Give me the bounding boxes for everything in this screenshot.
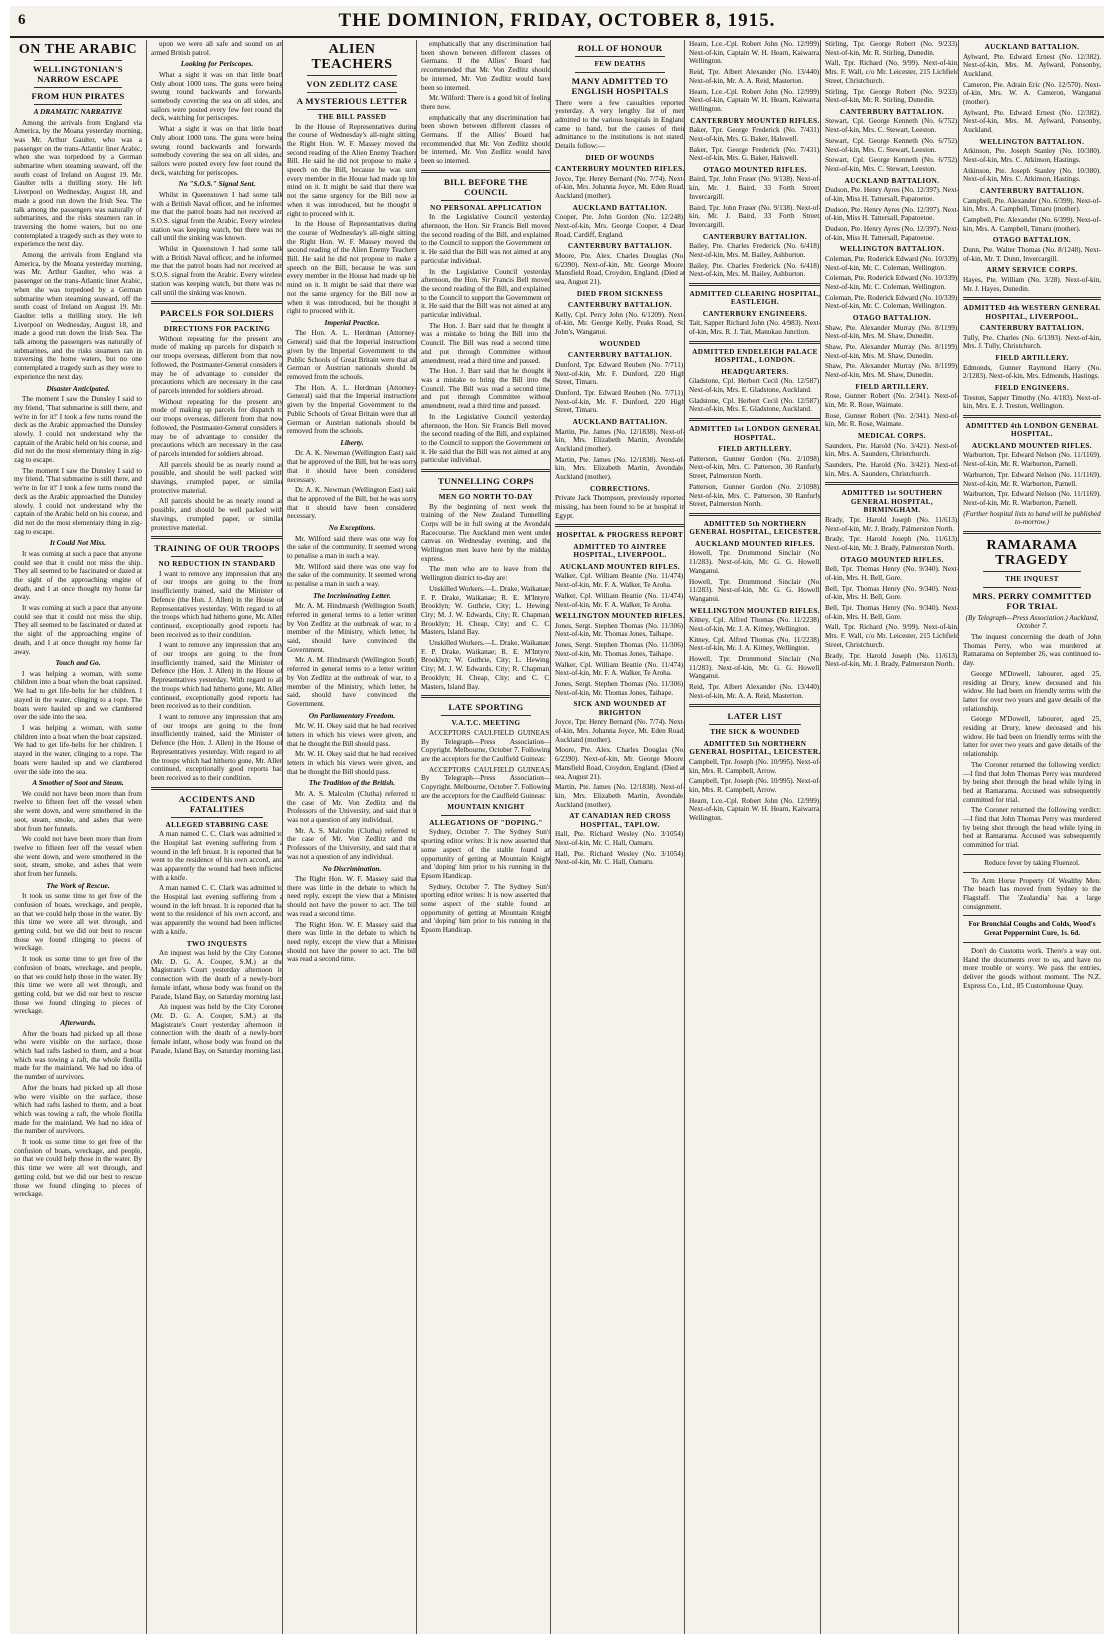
- unit-heading: AUCKLAND BATTALION.: [984, 43, 1080, 51]
- article-paragraph: It took us some time to get free of the confusion of boats, wreckage, and people, so that we could help those in the water. By this time we were all wet through, and getting cold, but we did our best to rescue those we found clinging to pieces of wreckage.: [14, 1138, 142, 1199]
- article-paragraph: Mr. A. M. Hindmarsh (Wellington South) referred in general terms to a letter written by Von Zedlitz at the outbreak of war, to a member of the Ministry, which letter, he said, should have convinced the Government.: [287, 602, 417, 654]
- columns: [10, 40, 1104, 1634]
- casualty-entry: Campbell, Tpr. Joseph (No. 10/995). Next-of-kin, Mrs. R. Campbell, Arrow.: [689, 757, 821, 775]
- casualty-entry: Walker, Cpl. William Beattie (No. 11/474). Next-of-kin, Mr. F. A. Walker, Te Aroha.: [555, 572, 685, 590]
- casualty-entry: Dudson, Pte. Henry Ayres (No. 12/397). Next-of-kin, Miss H. Tattersall, Papatoetoe.: [825, 205, 959, 223]
- casualty-entry: Dudson, Pte. Henry Ayres (No. 12/397). Next-of-kin, Miss H. Tattersall, Papatoetoe.: [825, 186, 959, 203]
- casualty-entry: Baird, Tpr. John Fraser (No. 9/138). Next-of-kin, Mr. J. Baird, 33 Forth Street, Invercargill.: [689, 175, 821, 201]
- article-paragraph: George M'Dowell, labourer, aged 25, residing at Drury, knew deceased and his widow. He had been on friendly terms with the latter for over two years and gave details of the relationship.: [963, 669, 1101, 713]
- headline-bill-council: BILL BEFORE THE COUNCIL: [443, 176, 529, 197]
- unit-heading: FIELD ARTILLERY.: [855, 382, 929, 391]
- article-paragraph: In the Legislative Council yesterday afternoon, the Hon. Sir Francis Bell moved the second reading of the Bill, and explained to the Council to support the Government on it. He said that the Bill was not aimed at any particular individual.: [421, 213, 551, 265]
- casualty-entry: Gladstone, Cpl. Herbert Cecil (No. 12/587). Next-of-kin, Mrs. E. Gladstone, Auckland.: [689, 396, 821, 414]
- casualty-entry: Kitney, Cpl. Alfred Thomas (No. 11/2238). Next-of-kin, Mr. J. A. Kitney, Wellington.: [689, 616, 821, 633]
- article-paragraph: Mr. A. S. Malcolm (Clutha) referred to the case of Mr. Von Zedlitz and the Professors of the University, and said that it was not a question of any individual.: [287, 789, 417, 825]
- casualty-entry: Tait, Sapper Richard John (No. 4/983). Next-of-kin, Mrs. R. J. Tait, Manukau Junction.: [689, 319, 821, 337]
- crosshead: No "S.O.S." Signal Sent.: [178, 179, 256, 189]
- unit-heading: CANTERBURY BATTALION.: [567, 351, 673, 360]
- article-paragraph: The Hon. A. L. Herdman (Attorney-General) said that the Imperial instructions given by the Imperial Government to the Public Schools of Great Britain were that all German or Austrian nationals should be removed from the schools.: [287, 383, 417, 436]
- subhead-inquest: THE INQUEST: [1005, 575, 1059, 584]
- casualty-entry: Howell, Tpr. Drummond Sinclair (No. 11/283). Next-of-kin, Mr. G. G. Howell, Wanganui.: [689, 577, 821, 603]
- article-paragraph: George M'Dowell, labourer, aged 25, residing at Drury, knew deceased and his widow. He had been on friendly terms with the latter for over two years and gave details of the relationship.: [963, 715, 1101, 759]
- article-paragraph: Mr. Wilford said there was one way for the sake of the community. It seemed wrong to penalise a man in such a way.: [287, 534, 417, 560]
- casualty-entry: Gladstone, Cpl. Herbert Cecil (No. 12/587). Next-of-kin, Mrs. E. Gladstone, Auckland.: [689, 377, 821, 395]
- unit-heading: FIELD ENGINEERS.: [994, 384, 1070, 393]
- article-paragraph: Mr. A. S. Malcolm (Clutha) referred to the case of Mr. Von Zedlitz and the Professors of the University, and said that it was not a question of any individual.: [287, 826, 417, 861]
- casualty-entry: Howell, Tpr. Drummond Sinclair (No. 11/283). Next-of-kin, Mr. G. G. Howell, Wanganui.: [689, 654, 821, 681]
- casualty-entry: Kitney, Cpl. Alfred Thomas (No. 11/2238). Next-of-kin, Mr. J. A. Kitney, Wellington.: [689, 635, 821, 653]
- unit-heading: AUCKLAND BATTALION.: [572, 203, 668, 212]
- article-paragraph: Among the arrivals from England via America, by the Moana yesterday morning, was Mr. Arthur Gaulter, who was a passenger on the trans-Atlantic liner Arabic, when she was torpedoed by a German submarine when steaming seaward, off the south coast of Ireland on August 19. Mr. Gaulter tells a thrilling story. He left Liverpool on Wednesday, August 18, and made a good run down the Irish Sea. The talk among the passengers was naturally of submarines, and the risks steamers ran in traversing the home waters, but no one contemplated a tragedy such as they were to experience the next day.: [14, 251, 142, 381]
- crosshead: On Parliamentary Freedom.: [308, 710, 396, 720]
- casualty-entry: Saunders, Pte. Harold (No. 3/421). Next-of-kin, Mrs. A. Saunders, Christchurch.: [825, 461, 959, 478]
- unit-heading: CANTERBURY BATTALION.: [702, 232, 808, 241]
- crosshead: The Work of Rescue.: [46, 880, 110, 890]
- article-paragraph: emphatically that any discrimination had been shown between different classes of Germans. If the Allies' Board had recommended that Mr. Von Zedlitz should be interned, Mr. Von Zedlitz would have been so interned.: [421, 40, 551, 92]
- casualty-entry: Bell, Tpr. Thomas Henry (No. 9/340). Next-of-kin, Mrs. H. Bell, Gore.: [825, 604, 959, 621]
- casualty-entry: Reid, Tpr. Albert Alexander (No. 13/440). Next-of-kin, Mr. A. A. Reid, Masterton.: [689, 68, 821, 85]
- column-3: [282, 40, 417, 1634]
- article-paragraph: An inquest was held by the City Coroner (Mr. D. G. A. Cooper, S.M.) at the Magistrate's Court yesterday afternoon in connection with the death of a newly-born female infant, whose body was found on the Parade, Island Bay, on Saturday morning last.: [151, 949, 283, 1001]
- subhead-men-north: MEN GO NORTH TO-DAY: [438, 493, 534, 502]
- article-paragraph: I was helping a woman, with some children into a boat when the boat capsized. We had to get life-belts for her children. I stayed in the water, clinging to a rope. The boats were hauled up and we clambered over the side into the sea.: [14, 724, 142, 776]
- masthead: [10, 6, 1104, 38]
- casualty-entry: Campbell, Pte. Alexander (No. 6/399). Next-of-kin, Mrs. A. Campbell, Timaru (mother).: [963, 196, 1101, 214]
- article-paragraph: Among the arrivals from England via America, by the Moana yesterday morning, was Mr. Arthur Gaulter, who was a passenger on the trans-Atlantic liner Arabic, when she was torpedoed by a German submarine when steaming seaward, off the south coast of Ireland on August 19. Mr. Gaulter tells a thrilling story. He left Liverpool on Wednesday, August 18, and made a good run down the Irish Sea. The talk among the passengers was naturally of submarines, and the risks steamers ran in traversing the home waters, but no one contemplated a tragedy such as they were to experience the next day.: [14, 118, 142, 249]
- article-paragraph: All parcels should be as nearly round as possible, and should be well packed with shavings, crumpled paper, or similar protective material.: [151, 497, 283, 532]
- article-paragraph: Sydney, October 7. The Sydney Sun's sporting editor writes: It is now asserted that some aspect of the stable found an opportunity of getting at Mountain Knight and 'doping' him prior to his running in the Epsom Handicap.: [421, 882, 551, 935]
- subhead-stabbing: ALLEGED STABBING CASE: [165, 820, 269, 829]
- casualty-entry: Aylward, Pte. Edward Ernest (No. 12/382). Next-of-kin, Mrs. M. Aylward, Ponsonby, Auckland.: [963, 108, 1101, 135]
- article-paragraph: The Coroner returned the following verdict:—I find that John Thomas Perry was murdered by being shot through the head while lying in bed at Ramarama. Accused was subsequently committed for trial.: [963, 760, 1101, 804]
- casualty-entry: Bailey, Pte. Charles Frederick (No. 6/418). Next-of-kin, Mrs. M. Bailey, Ashburton.: [689, 242, 821, 259]
- casualty-entry: Dunford, Tpr. Edward Reuben (No. 7/711). Next-of-kin, Mr. F. Dunford, 220 High Street, Timaru.: [555, 388, 685, 415]
- dateline: (By Telegraph—Press Association.) Auckland, October 7.: [965, 613, 1099, 631]
- headline-training: TRAINING OF OUR TROOPS: [154, 543, 280, 554]
- unit-heading: WELLINGTON MOUNTED RIFLES.: [690, 606, 820, 615]
- casualty-entry: Dudson, Pte. Henry Ayres (No. 12/397). Next-of-kin, Miss H. Tattersall, Papatoetoe.: [825, 224, 959, 242]
- article-paragraph: The men who are to leave from the Wellington district to-day are:: [421, 565, 551, 583]
- article-paragraph: The Hon. J. Barr said that he thought it was a mistake to bring the Bill into the Council. The Bill was read a second time, and put through Committee without amendment, read a third time and passed.: [421, 321, 551, 365]
- hospital-heading: ADMITTED TO AINTREE HOSPITAL, LIVERPOOL.: [573, 542, 667, 560]
- casualty-entry: Warburton, Tpr. Edward Nelson (No. 11/1169). Next-of-kin, Mr. R. Warburton, Parnell.: [963, 470, 1101, 488]
- subhead-mountain-knight: MOUNTAIN KNIGHT: [447, 803, 525, 812]
- subhead-standard: NO REDUCTION IN STANDARD: [158, 560, 276, 569]
- crosshead: Afterwards.: [60, 1018, 96, 1028]
- column-5: [550, 40, 685, 1634]
- unit-heading: OTAGO BATTALION.: [992, 236, 1072, 245]
- casualty-entry: Jones, Sergt. Stephen Thomas (No. 11/306). Next-of-kin, Mr. Thomas Jones, Taihape.: [555, 621, 685, 639]
- article-paragraph: The Right Hon. W. F. Massey said that there was little in the debate to which he need reply, except the view that a Minister should not have the power to act. The bill was read a second time.: [287, 920, 417, 964]
- article-paragraph: The Right Hon. W. F. Massey said that there was little in the debate to which he need reply, except the view that a Minister should not have the power to act. The bill was read a second time.: [287, 875, 417, 918]
- article-paragraph: The moment I saw the Dunsley I said to my friend, 'That submarine is still there, and we're in for it!' I took a few turns round the deck as the Arabic approached the Dunsley slowly. I could not understand why the captain of the Arabic held on his course, and did not do the most elementary thing in zig-zag to escape.: [14, 466, 142, 536]
- casualty-entry: Atkinson, Pte. Joseph Stanley (No. 10/380). Next-of-kin, Mrs. C. Atkinson, Hastings.: [963, 147, 1101, 165]
- article-paragraph: Dr. A. K. Newman (Wellington East) said that he approved of the Bill, but he was sorry that it should have been considered necessary.: [287, 449, 417, 484]
- crosshead: Looking for Periscopes.: [180, 59, 254, 69]
- article-paragraph: The Coroner returned the following verdict:—I find that John Thomas Perry was murdered by being shot through the head while lying in bed at Ramarama. Accused was subsequently committed for trial.: [963, 806, 1101, 850]
- casualty-entry: Jones, Sergt. Stephen Thomas (No. 11/306). Next-of-kin, Mr. Thomas Jones, Taihape.: [555, 679, 685, 697]
- article-paragraph: The Hon. A. L. Herdman (Attorney-General) said that the Imperial instructions given by the Imperial Government to the Public Schools of Great Britain were that all German or Austrian nationals should be removed from the schools.: [287, 329, 417, 381]
- casualty-entry: Hearn, Lce.-Cpl. Robert John (No. 12/999). Next-of-kin, Captain W. H. Hearn, Kaiwarra, Wellington.: [689, 796, 821, 823]
- unit-heading: CANTERBURY ENGINEERS.: [702, 309, 808, 318]
- unit-heading: WELLINGTON BATTALION.: [839, 245, 945, 254]
- casualty-entry: Patterson, Gunner Gordon (No. 2/1098). Next-of-kin, Mrs. C. Patterson, 30 Ranfurly Street, Palmerston North.: [689, 454, 821, 481]
- subhead-bill-passed: THE BILL PASSED: [317, 113, 387, 121]
- headline-tunnelling: TUNNELLING CORPS: [438, 476, 534, 487]
- casualty-entry: Atkinson, Pte. Joseph Stanley (No. 10/380). Next-of-kin, Mrs. C. Atkinson, Hastings.: [963, 166, 1101, 184]
- casualty-entry: Aylward, Pte. Edward Ernest (No. 12/382). Next-of-kin, Mrs. M. Aylward, Ponsonby, Auckland.: [963, 52, 1101, 78]
- article-paragraph: Sydney, October 7. The Sydney Sun's sporting editor writes: It is now asserted that some aspect of the stable found an opportunity of getting at Mountain Knight and 'doping' him prior to his running in the Epsom Handicap.: [421, 828, 551, 880]
- subhead-committed: MRS. PERRY COMMITTED FOR TRIAL: [972, 590, 1092, 611]
- casualty-entry: Moore, Pte. Alex. Charles Douglas (No. 6/2390). Next-of-kin, Mr. George Moore, Mansfield Road, Croydon, England. (Died at sea, August 21).: [555, 251, 685, 287]
- article-paragraph: I want to remove any impression that any of our troops are going to the front insufficiently trained, said the Minister of Defence (the Hon. J. Allen) in the House of Representatives yesterday. With regard to all the troops which had hitherto gone, Mr. Allen continued, exceptionally good reports had been received as to their condition.: [151, 641, 283, 711]
- note: (Further hospital lists to hand will be published to-morrow.): [963, 509, 1101, 527]
- article-paragraph: It was coming at such a pace that anyone could see that it could not miss the ship. They all seemed to be fascinated or dazed at the sight of the approaching engine of death, and I at once thought my home far away.: [14, 549, 142, 602]
- casualty-entry: Bell, Tpr. Thomas Henry (No. 9/340). Next-of-kin, Mrs. H. Bell, Gore.: [825, 565, 959, 582]
- unit-heading: FIELD ARTILLERY.: [995, 354, 1069, 363]
- casualty-entry: Martin, Pte. James (No. 12/1838). Next-of-kin, Mrs. Elizabeth Martin, Avondale, Auckland (mother).: [555, 427, 685, 453]
- article-paragraph: All parcels should be as nearly round as possible, and should be well packed with shavings, crumpled paper, or similar protective material.: [151, 460, 283, 495]
- unit-heading: CANTERBURY BATTALION.: [567, 242, 673, 251]
- article-paragraph: After the boats had picked up all those who were visible on the surface, those which had rafts lashed to them, and a boat which was towing a raft, the whole flotilla made for the mainland. We had no idea of the number of survivors.: [14, 1083, 142, 1136]
- hospital-heading: ADMITTED 1st SOUTHERN GENERAL HOSPITAL, BIRMINGHAM.: [841, 489, 943, 515]
- casualty-entry: Brady, Tpr. Harold Joseph (No. 11/613). Next-of-kin, Mr. J. Brady, Palmerston North.: [825, 535, 959, 553]
- section-died-of-wounds: DIED OF WOUNDS: [585, 153, 655, 162]
- subhead-hun-pirates: FROM HUN PIRATES: [31, 91, 125, 101]
- column-6: [684, 40, 821, 1634]
- casualty-entry: Campbell, Pte. Alexander (No. 6/399). Next-of-kin, Mrs. A. Campbell, Timaru (mother).: [963, 216, 1101, 233]
- unit-heading: OTAGO BATTALION.: [852, 314, 932, 323]
- subhead-von-zedlitz: VON ZEDLITZ CASE: [306, 79, 398, 89]
- headline-parcels: PARCELS FOR SOLDIERS: [160, 308, 274, 319]
- casualty-entry: Hayes, Pte. William (No. 3/28). Next-of-kin, Mr. J. Hayes, Dunedin.: [963, 275, 1101, 293]
- casualty-entry: Wall, Tpr. Richard (No. 9/99). Next-of-kin, Mrs. F. Wall, c/o Mr. Leicester, 215 Lichfield Street, Christchurch.: [825, 59, 959, 85]
- column-2: [146, 40, 283, 1634]
- unit-heading: FIELD ARTILLERY.: [718, 445, 792, 454]
- section-corrections: CORRECTIONS.: [589, 484, 651, 493]
- hospital-heading: ADMITTED 5th NORTHERN GENERAL HOSPITAL, LEICESTER.: [689, 519, 821, 537]
- unit-heading: WELLINGTON MOUNTED RIFLES.: [555, 612, 685, 621]
- casualty-entry: Joyce, Tpr. Henry Bernard (No. 7/74). Next-of-kin, Mrs. Johanna Joyce, Mt. Eden Road, Auckland (mother).: [555, 174, 685, 201]
- casualty-entry: Hall, Pte. Richard Wesley (No. 3/1054). Next-of-kin, Mr. C. Hall, Oamaru.: [555, 830, 685, 848]
- casualty-entry: Bell, Tpr. Thomas Henry (No. 9/340). Next-of-kin, Mrs. H. Bell, Gore.: [825, 584, 959, 602]
- headline-accidents: ACCIDENTS AND FATALITIES: [178, 793, 256, 814]
- article-paragraph: Mr. A. M. Hindmarsh (Wellington South) referred in general terms to a letter written by Von Zedlitz at the outbreak of war, to a member of the Ministry, which letter, he said, should have convinced the Government.: [287, 656, 417, 708]
- casualty-entry: Walker, Cpl. William Beattie (No. 11/474). Next-of-kin, Mr. F. A. Walker, Te Aroha.: [555, 660, 685, 678]
- unit-heading: AUCKLAND MOUNTED RIFLES.: [559, 562, 681, 571]
- section-died-sickness: DIED FROM SICKNESS: [576, 289, 664, 298]
- advert: To Arm Horse Property Of Wealthy Men: The beach has moved from Sydney to the Flagstaff. The 'Zealandia' has a large consignment.: [963, 876, 1101, 911]
- newspaper-title: THE DOMINION, FRIDAY, OCTOBER 8, 1915.: [338, 10, 776, 31]
- casualty-entry: Saunders, Pte. Harold (No. 3/421). Next-of-kin, Mrs. A. Saunders, Christchurch.: [825, 441, 959, 459]
- headline-later-list: LATER LIST: [727, 711, 783, 722]
- unit-heading: ARMY SERVICE CORPS.: [986, 266, 1078, 275]
- hospital-heading: ADMITTED 1st LONDON GENERAL HOSPITAL.: [689, 425, 821, 442]
- section-hospital-report: HOSPITAL & PROGRESS REPORT: [556, 531, 684, 540]
- subhead-packing: DIRECTIONS FOR PACKING: [163, 325, 271, 334]
- crosshead: Touch and Go.: [55, 658, 101, 668]
- advert: Reduce fever by taking Fluenzol.: [984, 858, 1080, 867]
- article-paragraph: Whilst in Queenstown I had some talk with a British Naval officer, and he informed me that the patrol boats had not received an S.O.S. signal from the Arabic. Every wireless station was keeping watch, but there was no call until the sinking was known.: [151, 190, 283, 243]
- casualty-entry: Dunford, Tpr. Edward Reuben (No. 7/711). Next-of-kin, Mr. F. Dunford, 220 High Street, Timaru.: [555, 360, 685, 387]
- unit-heading: OTAGO MOUNTED RIFLES.: [840, 555, 944, 564]
- unit-heading: CANTERBURY BATTALION.: [567, 301, 673, 310]
- section-wounded: WOUNDED: [599, 339, 641, 348]
- casualty-entry: Tully, Pte. Charles (No. 6/1393). Next-of-kin, Mrs. J. Tully, Christchurch.: [963, 333, 1101, 351]
- article-paragraph: Mr. W. H. Okey said that he had received letters in which his views were given, and that he thought the Bill should pass.: [287, 722, 417, 748]
- casualty-entry: Private Jack Thompson, previously reported missing, has been found to be at hospital in Egypt.: [555, 494, 685, 520]
- article-paragraph: What a sight it was on that little boat! Only about 1000 tons. The guns were being swung round backwards and forwards, somebody covering the sea on all sides, and sailors were posted every few feet round the deck, watching for periscopes.: [151, 125, 283, 177]
- article-paragraph: By the beginning of next week the training of the New Zealand Tunnelling Corps will be in full swing at the Avondale Racecourse. The Auckland men went under canvas on Wednesday evening, and the Wellington men leave here by the midday express.: [421, 502, 551, 563]
- article-paragraph: upon we were all safe and sound on an armed British patrol.: [151, 40, 283, 57]
- casualty-entry: Coleman, Pte. Roderick Edward (No. 10/339). Next-of-kin, Mr. C. Coleman, Wellington.: [825, 293, 959, 311]
- casualty-entry: Cooper, Pte. John Gordon (No. 12/248). Next-of-kin, Mrs. George Cooper, 4 Dean Road, Cardiff, England.: [555, 213, 685, 239]
- subhead-inquests: TWO INQUESTS: [186, 939, 248, 948]
- crosshead: The Tradition of the British.: [308, 778, 396, 788]
- casualty-entry: Kelly, Cpl. Percy John (No. 6/1209). Next-of-kin, Mr. George Kelly, Peaks Road, St. John's, Wanganui.: [555, 310, 685, 337]
- article-paragraph: We could not have been more than from twelve to fifteen feet off the vessel when she went down, and were smothered in the soot, steam, smoke, and ashes that were shot from her funnels.: [14, 789, 142, 833]
- casualty-entry: Stirling, Tpr. George Robert (No. 9/233). Next-of-kin, Mr. R. Stirling, Dunedin.: [825, 40, 959, 57]
- casualty-entry: Wall, Tpr. Richard (No. 9/99). Next-of-kin, Mrs. F. Wall, c/o Mr. Leicester, 215 Lichfield Street, Christchurch.: [825, 623, 959, 649]
- casualty-entry: Baker, Tpr. George Frederick (No. 7/431). Next-of-kin, Mrs. G. Baker, Halswell.: [689, 126, 821, 143]
- unit-heading: OTAGO MOUNTED RIFLES.: [703, 165, 807, 174]
- article-paragraph: Unskilled Workers.—L. Drake, Waikanae; F. P. Drake, Waikanae; R. E. M'Intyre, Brooklyn; W. Guthrie, City; L. Hewing, City; M. J. W. Edwards, City; R. Chapman, Brooklyn; H. Cheap, City; and C. C. Masters, Island Bay.: [421, 639, 551, 691]
- article-paragraph: We could not have been more than from twelve to fifteen feet off the vessel when she went down, and were smothered in the soot, steam, smoke, and ashes that were shot from her funnels.: [14, 835, 142, 879]
- casualty-entry: Rose, Gunner Robert (No. 2/341). Next-of-kin, Mr. R. Rose, Waimate.: [825, 392, 959, 409]
- hospital-heading: ADMITTED 5th NORTHERN GENERAL HOSPITAL, LEICESTER.: [689, 739, 821, 757]
- crosshead: A Smother of Soot and Steam.: [32, 778, 124, 788]
- subhead-dramatic-narrative: A DRAMATIC NARRATIVE: [33, 107, 123, 116]
- casualty-entry: Warburton, Tpr. Edward Nelson (No. 11/1169). Next-of-kin, Mr. R. Warburton, Parnell.: [963, 490, 1101, 507]
- headline-alien-teachers: ALIEN TEACHERS: [311, 42, 393, 72]
- casualty-entry: Baird, Tpr. John Fraser (No. 9/138). Next-of-kin, Mr. J. Baird, 33 Forth Street, Invercargill.: [689, 203, 821, 229]
- casualty-entry: Moore, Pte. Alex. Charles Douglas (No. 6/2390). Next-of-kin, Mr. George Moore, Mansfield Road, Croydon, England. (Died at sea, August 21).: [555, 746, 685, 781]
- hospital-heading: SICK AND WOUNDED AT BRIGHTON: [573, 700, 667, 717]
- casualty-entry: Cameron, Pte. Adrain Eric (No. 12/570). Next-of-kin, Mrs. W. A. Cameron, Wanganui (mother).: [963, 80, 1101, 107]
- headline-roll-of-honour: ROLL OF HONOUR: [577, 43, 663, 53]
- article-paragraph: The inquest concerning the death of John Thomas Perry, who was murdered at Ramarama on September 26, was continued to-day.: [963, 633, 1101, 668]
- casualty-entry: Walker, Cpl. William Beattie (No. 11/474). Next-of-kin, Mr. F. A. Walker, Te Aroha.: [555, 591, 685, 609]
- casualty-entry: Shaw, Pte. Alexander Murray (No. 8/1199). Next-of-kin, Mrs. M. Shaw, Dunedin.: [825, 342, 959, 360]
- unit-heading: AUCKLAND BATTALION.: [844, 176, 940, 185]
- article-paragraph: In the Legislative Council yesterday afternoon, the Hon. Sir Francis Bell moved the second reading of the Bill, and explained to the Council to support the Government on it. He said that the Bill was not aimed at any particular individual.: [421, 267, 551, 320]
- casualty-entry: Campbell, Tpr. Joseph (No. 10/995). Next-of-kin, Mrs. R. Campbell, Arrow.: [689, 777, 821, 795]
- casualty-entry: Dunn, Pte. Walter Thomas (No. 8/1248). Next-of-kin, Mr. T. Dunn, Invercargill.: [963, 245, 1101, 263]
- casualty-entry: Stewart, Cpl. George Kenneth (No. 6/752). Next-of-kin, Mrs. C. Stewart, Leeston.: [825, 117, 959, 135]
- casualty-entry: Bailey, Pte. Charles Frederick (No. 6/418). Next-of-kin, Mrs. M. Bailey, Ashburton.: [689, 261, 821, 279]
- casualty-entry: Coleman, Pte. Roderick Edward (No. 10/339). Next-of-kin, Mr. C. Coleman, Wellington.: [825, 274, 959, 291]
- hospital-heading: AT CANADIAN RED CROSS HOSPITAL, TAPLOW.: [569, 812, 671, 829]
- subhead-english-hospitals: MANY ADMITTED TO ENGLISH HOSPITALS: [571, 75, 669, 96]
- subhead-few-deaths: FEW DEATHS: [594, 60, 646, 68]
- casualty-entry: Baker, Tpr. George Frederick (No. 7/431). Next-of-kin, Mrs. G. Baker, Halswell.: [689, 145, 821, 163]
- article-paragraph: An inquest was held by the City Coroner (Mr. D. G. A. Cooper, S.M.) at the Magistrate's Court yesterday afternoon in connection with the death of a newly-born female infant, whose body was found on the Parade, Island Bay, on Saturday morning last.: [151, 1003, 283, 1055]
- article-paragraph: Mr. Wilford said there was one way for the sake of the community. It seemed wrong to penalise a man in such a way.: [287, 562, 417, 589]
- casualty-entry: Jones, Sergt. Stephen Thomas (No. 11/306). Next-of-kin, Mr. Thomas Jones, Taihape.: [555, 641, 685, 658]
- hospital-heading: ADMITTED 4th WESTERN GENERAL HOSPITAL, LIVERPOOL.: [963, 304, 1101, 321]
- advert: Don't do Customs work. There's a way out. Hand the documents over to us, and have no more trouble or worry. We pass the entries, deliver the goods without moment. The N.Z. Express Co., Ltd., 85 Customhouse Quay.: [963, 946, 1101, 990]
- subhead-narrow-escape: WELLINGTONIAN'S NARROW ESCAPE: [33, 64, 123, 84]
- column-1: [14, 40, 142, 1634]
- headline-ramarama: RAMARAMA TRAGEDY: [986, 538, 1078, 569]
- article-paragraph: I want to remove any impression that any of our troops are going to the front insufficiently trained, said the Minister of Defence (the Hon. J. Allen) in the House of Representatives yesterday. With regard to all the troops which had hitherto gone, Mr. Allen continued, exceptionally good reports had been received as to their condition.: [151, 569, 283, 639]
- article-paragraph: Dr. A. K. Newman (Wellington East) said that he approved of the Bill, but he was sorry that it should have been considered necessary.: [287, 486, 417, 521]
- article-paragraph: It took us some time to get free of the confusion of boats, wreckage, and people, so that we could help those in the water. By this time we were all wet through, and getting cold, but we did our best to rescue those we found clinging to pieces of wreckage.: [14, 892, 142, 953]
- unit-heading: MEDICAL CORPS.: [858, 432, 926, 441]
- casualty-entry: Stewart, Cpl. George Kenneth (No. 6/752). Next-of-kin, Mrs. C. Stewart, Leeston.: [825, 136, 959, 154]
- article-paragraph: It took us some time to get free of the confusion of boats, wreckage, and people, so that we could help those in the water. By this time we were all wet through, and getting cold, but we did our best to rescue those we found clinging to pieces of wreckage.: [14, 955, 142, 1016]
- subhead-mysterious-letter: A MYSTERIOUS LETTER: [296, 96, 408, 106]
- article-paragraph: ACCEPTORS CAULFIELD GUINEAS. By Telegraph—Press Association—Copyright. Melbourne, October 7. Following are the acceptors for the Caulfield Guineas:: [421, 765, 551, 800]
- casualty-entry: Stirling, Tpr. George Robert (No. 9/233). Next-of-kin, Mr. R. Stirling, Dunedin.: [825, 87, 959, 105]
- crosshead: The Incriminating Letter.: [313, 590, 391, 600]
- crosshead: No Exceptions.: [328, 523, 376, 533]
- column-7: [820, 40, 959, 1634]
- article-paragraph: Mr. Wilford: There is a good bit of feeling there now.: [421, 94, 551, 111]
- newspaper-page: [10, 6, 1104, 1634]
- subhead-vatc: V.A.T.C. MEETING: [451, 719, 521, 728]
- casualty-entry: Brady, Tpr. Harold Joseph (No. 11/613). Next-of-kin, Mr. J. Brady, Palmerston North.: [825, 651, 959, 669]
- subhead-sick-wounded: THE SICK & WOUNDED: [710, 728, 800, 737]
- casualty-entry: Hall, Pte. Richard Wesley (No. 3/1054). Next-of-kin, Mr. C. Hall, Oamaru.: [555, 849, 685, 867]
- unit-heading: AUCKLAND MOUNTED RIFLES.: [971, 441, 1093, 450]
- casualty-entry: Shaw, Pte. Alexander Murray (No. 8/1199). Next-of-kin, Mrs. M. Shaw, Dunedin.: [825, 323, 959, 341]
- article-paragraph: A man named C. C. Clark was admitted to the Hospital last evening suffering from a wound in the left breast. It is reported that he went to the residence of his own accord, and was apparently the wound had been inflicted with a knife.: [151, 884, 283, 936]
- subhead-no-personal: NO PERSONAL APPLICATION: [430, 203, 542, 212]
- unit-heading: CANTERBURY MOUNTED RIFLES.: [690, 116, 820, 125]
- article-paragraph: The Hon. J. Barr said that he thought it was a mistake to bring the Bill into the Council. The Bill was read a second time, and put through Committee without amendment, read a third time and passed.: [421, 367, 551, 411]
- crosshead: Liberty.: [340, 437, 364, 447]
- article-paragraph: In the Legislative Council yesterday afternoon, the Hon. Sir Francis Bell moved the second reading of the Bill, and explained to the Council to support the Government on it. He said that the Bill was not aimed at any particular individual.: [421, 412, 551, 465]
- column-4: [416, 40, 551, 1634]
- casualty-entry: Joyce, Tpr. Henry Bernard (No. 7/74). Next-of-kin, Mrs. Johanna Joyce, Mt. Eden Road, Auckland (mother).: [555, 718, 685, 744]
- unit-heading: AUCKLAND MOUNTED RIFLES.: [694, 539, 816, 548]
- article-paragraph: Whilst in Queenstown I had some talk with a British Naval officer, and he informed me that the patrol boats had not received an S.O.S. signal from the Arabic. Every wireless station was keeping watch, but there was no call until the sinking was known.: [151, 245, 283, 297]
- casualty-entry: Howell, Tpr. Drummond Sinclair (No. 11/283). Next-of-kin, Mr. G. G. Howell, Wanganui.: [689, 549, 821, 575]
- article-paragraph: I want to remove any impression that any of our troops are going to the front insufficiently trained, said the Minister of Defence (the Hon. J. Allen) in the House of Representatives yesterday. With regard to all the troops which had hitherto gone, Mr. Allen continued, exceptionally good reports had been received as to their condition.: [151, 713, 283, 782]
- article-paragraph: A man named C. C. Clark was admitted to the Hospital last evening suffering from a wound in the left breast. It is reported that he went to the residence of his own accord, and was apparently the wound had been inflicted with a knife.: [151, 830, 283, 882]
- casualty-entry: Treston, Sapper Timothy (No. 4/183). Next-of-kin, Mrs. E. J. Treston, Wellington.: [963, 393, 1101, 411]
- casualty-entry: Edmonds, Gunner Raymond Harry (No. 2/1283). Next-of-kin, Mrs. Edmonds, Hastings.: [963, 363, 1101, 381]
- headline-sporting: LATE SPORTING: [448, 702, 524, 713]
- unit-heading: CANTERBURY BATTALION.: [979, 324, 1085, 333]
- article-paragraph: The moment I saw the Dunsley I said to my friend, 'That submarine is still there, and we're in for it!' I took a few turns round the deck as the Arabic approached the Dunsley slowly. I could not understand why the captain of the Arabic held on his course, and did not do the most elementary thing in zig-zag to escape.: [14, 395, 142, 465]
- crosshead: No Discrimination.: [322, 863, 382, 873]
- unit-heading: CANTERBURY BATTALION.: [979, 187, 1085, 196]
- unit-heading: CANTERBURY BATTALION.: [839, 107, 945, 116]
- casualty-entry: Brady, Tpr. Harold Joseph (No. 11/613). Next-of-kin, Mr. J. Brady, Palmerston North.: [825, 515, 959, 533]
- article-paragraph: Without repeating for the present any mode of making up parcels for dispatch to our troops overseas, different from that now followed, the Postmaster-General considers it may be of advantage to consider the precautions which are necessary in the case of parcels intended for soldiers abroad.: [151, 397, 283, 458]
- crosshead: Disaster Anticipated.: [46, 383, 110, 393]
- crosshead: Imperial Practice.: [324, 317, 380, 327]
- casualty-entry: Reid, Tpr. Albert Alexander (No. 13/440). Next-of-kin, Mr. A. A. Reid, Masterton.: [689, 683, 821, 700]
- casualty-entry: Martin, Pte. James (No. 12/1838). Next-of-kin, Mrs. Elizabeth Martin, Avondale, Auckland (mother).: [555, 783, 685, 809]
- casualty-entry: Rose, Gunner Robert (No. 2/341). Next-of-kin, Mr. R. Rose, Waimate.: [825, 411, 959, 429]
- article-paragraph: ACCEPTORS CAULFIELD GUINEAS. By Telegraph—Press Association—Copyright. Melbourne, October 7. Following are the acceptors for the Caulfield Guineas:: [421, 728, 551, 763]
- casualty-entry: Patterson, Gunner Gordon (No. 2/1098). Next-of-kin, Mrs. C. Patterson, 30 Ranfurly Street, Palmerston North.: [689, 482, 821, 509]
- article-paragraph: What a sight it was on that little boat! Only about 1000 tons. The guns were being swung round backwards and forwards, somebody covering the sea on all sides, and sailors were posted every few feet round the deck, watching for periscopes.: [151, 70, 283, 123]
- casualty-entry: Hearn, Lce.-Cpl. Robert John (No. 12/999). Next-of-kin, Captain W. H. Hearn, Kaiwarra, Wellington.: [689, 87, 821, 113]
- article-paragraph: It was coming at such a pace that anyone could see that it could not miss the ship. They all seemed to be fascinated or dazed at the sight of the approaching engine of death, and I at once thought my home far away.: [14, 604, 142, 656]
- unit-heading: CANTERBURY MOUNTED RIFLES.: [555, 165, 685, 174]
- casualty-entry: Martin, Pte. James (No. 12/1838). Next-of-kin, Mrs. Elizabeth Martin, Avondale, Auckland (mother).: [555, 455, 685, 482]
- casualty-entry: Stewart, Cpl. George Kenneth (No. 6/752). Next-of-kin, Mrs. C. Stewart, Leeston.: [825, 156, 959, 173]
- article-paragraph: After the boats had picked up all those who were visible on the surface, those which had rafts lashed to them, and a boat which was towing a raft, the whole flotilla made for the mainland. We had no idea of the number of survivors.: [14, 1029, 142, 1082]
- article-paragraph: Unskilled Workers.—L. Drake, Waikanae; F. P. Drake, Waikanae; R. E. M'Intyre, Brooklyn; W. Guthrie, City; L. Hewing, City; M. J. W. Edwards, City; R. Chapman, Brooklyn; H. Cheap, City; and C. C. Masters, Island Bay.: [421, 584, 551, 637]
- casualty-entry: Coleman, Pte. Roderick Edward (No. 10/339). Next-of-kin, Mr. C. Coleman, Wellington.: [825, 254, 959, 272]
- page-number: 6: [18, 12, 26, 28]
- article-paragraph: I was helping a woman, with some children into a boat when the boat capsized. We had to get life-belts for her children. I stayed in the water, clinging to a rope. The boats were hauled up and we clambered over the side into the sea.: [14, 669, 142, 722]
- article-paragraph: Without repeating for the present any mode of making up parcels for dispatch to our troops overseas, different from that now followed, the Postmaster-General considers it may be of advantage to consider the precautions which are necessary in the case of parcels intended for soldiers abroad.: [151, 334, 283, 395]
- unit-heading: HEADQUARTERS.: [721, 367, 789, 376]
- casualty-entry: Hearn, Lce.-Cpl. Robert John (No. 12/999). Next-of-kin, Captain W. H. Hearn, Kaiwarra, Wellington.: [689, 40, 821, 66]
- unit-heading: AUCKLAND BATTALION.: [572, 418, 668, 427]
- headline-arabic: ON THE ARABIC: [18, 42, 138, 57]
- hospital-heading: ADMITTED ENDELEIGH PALACE HOSPITAL, LONDON.: [692, 347, 818, 365]
- article-paragraph: In the House of Representatives during the course of Wednesday's all-night sitting, the Right Hon. W. F. Massey moved the second reading of the Alien Enemy Teachers Bill. He said he did not propose to make a speech on the Bill, because he was sure every member in the House had made up his mind on it. It might be said that there was not the same urgency for the Bill now as when it was introduced, but he thought it right to proceed with it.: [287, 122, 417, 218]
- crosshead: It Could Not Miss.: [49, 538, 107, 548]
- column-8: [958, 40, 1101, 1634]
- article-paragraph: There were a few casualties reported yesterday. A very lengthy list of men admitted to the various hospitals in England came to hand, but the causes of their admittance to the institutions is not stated. Details follow:—: [555, 98, 685, 151]
- article-paragraph: emphatically that any discrimination had been shown between different classes of Germans. If the Allies' Board had recommended that Mr. Von Zedlitz should be interned, Mr. Von Zedlitz would have been so interned.: [421, 113, 551, 166]
- hospital-heading: ADMITTED 4th LONDON GENERAL HOSPITAL.: [965, 421, 1099, 439]
- hospital-heading: ADMITTED CLEARING HOSPITAL, EASTLEIGH.: [689, 289, 821, 307]
- article-paragraph: Mr. W. H. Okey said that he had received letters in which his views were given, and that he thought the Bill should pass.: [287, 750, 417, 776]
- casualty-entry: Shaw, Pte. Alexander Murray (No. 8/1199). Next-of-kin, Mrs. M. Shaw, Dunedin.: [825, 362, 959, 380]
- unit-heading: WELLINGTON BATTALION.: [979, 137, 1085, 146]
- article-paragraph: In the House of Representatives during the course of Wednesday's all-night sitting, the Right Hon. W. F. Massey moved the second reading of the Alien Enemy Teachers Bill. He said he did not propose to make a speech on the Bill, because he was sure every member in the House had made up his mind on it. It might be said that there was not the same urgency for the Bill now as when it was introduced, but he thought it right to proceed with it.: [287, 220, 417, 316]
- casualty-entry: Warburton, Tpr. Edward Nelson (No. 11/1169). Next-of-kin, Mr. R. Warburton, Parnell.: [963, 451, 1101, 469]
- subhead-doping: ALLEGATIONS OF "DOPING.": [429, 818, 543, 827]
- advert: For Bronchial Coughs and Colds, Wood's Great Peppermint Cure, 1s. 6d.: [968, 920, 1096, 938]
